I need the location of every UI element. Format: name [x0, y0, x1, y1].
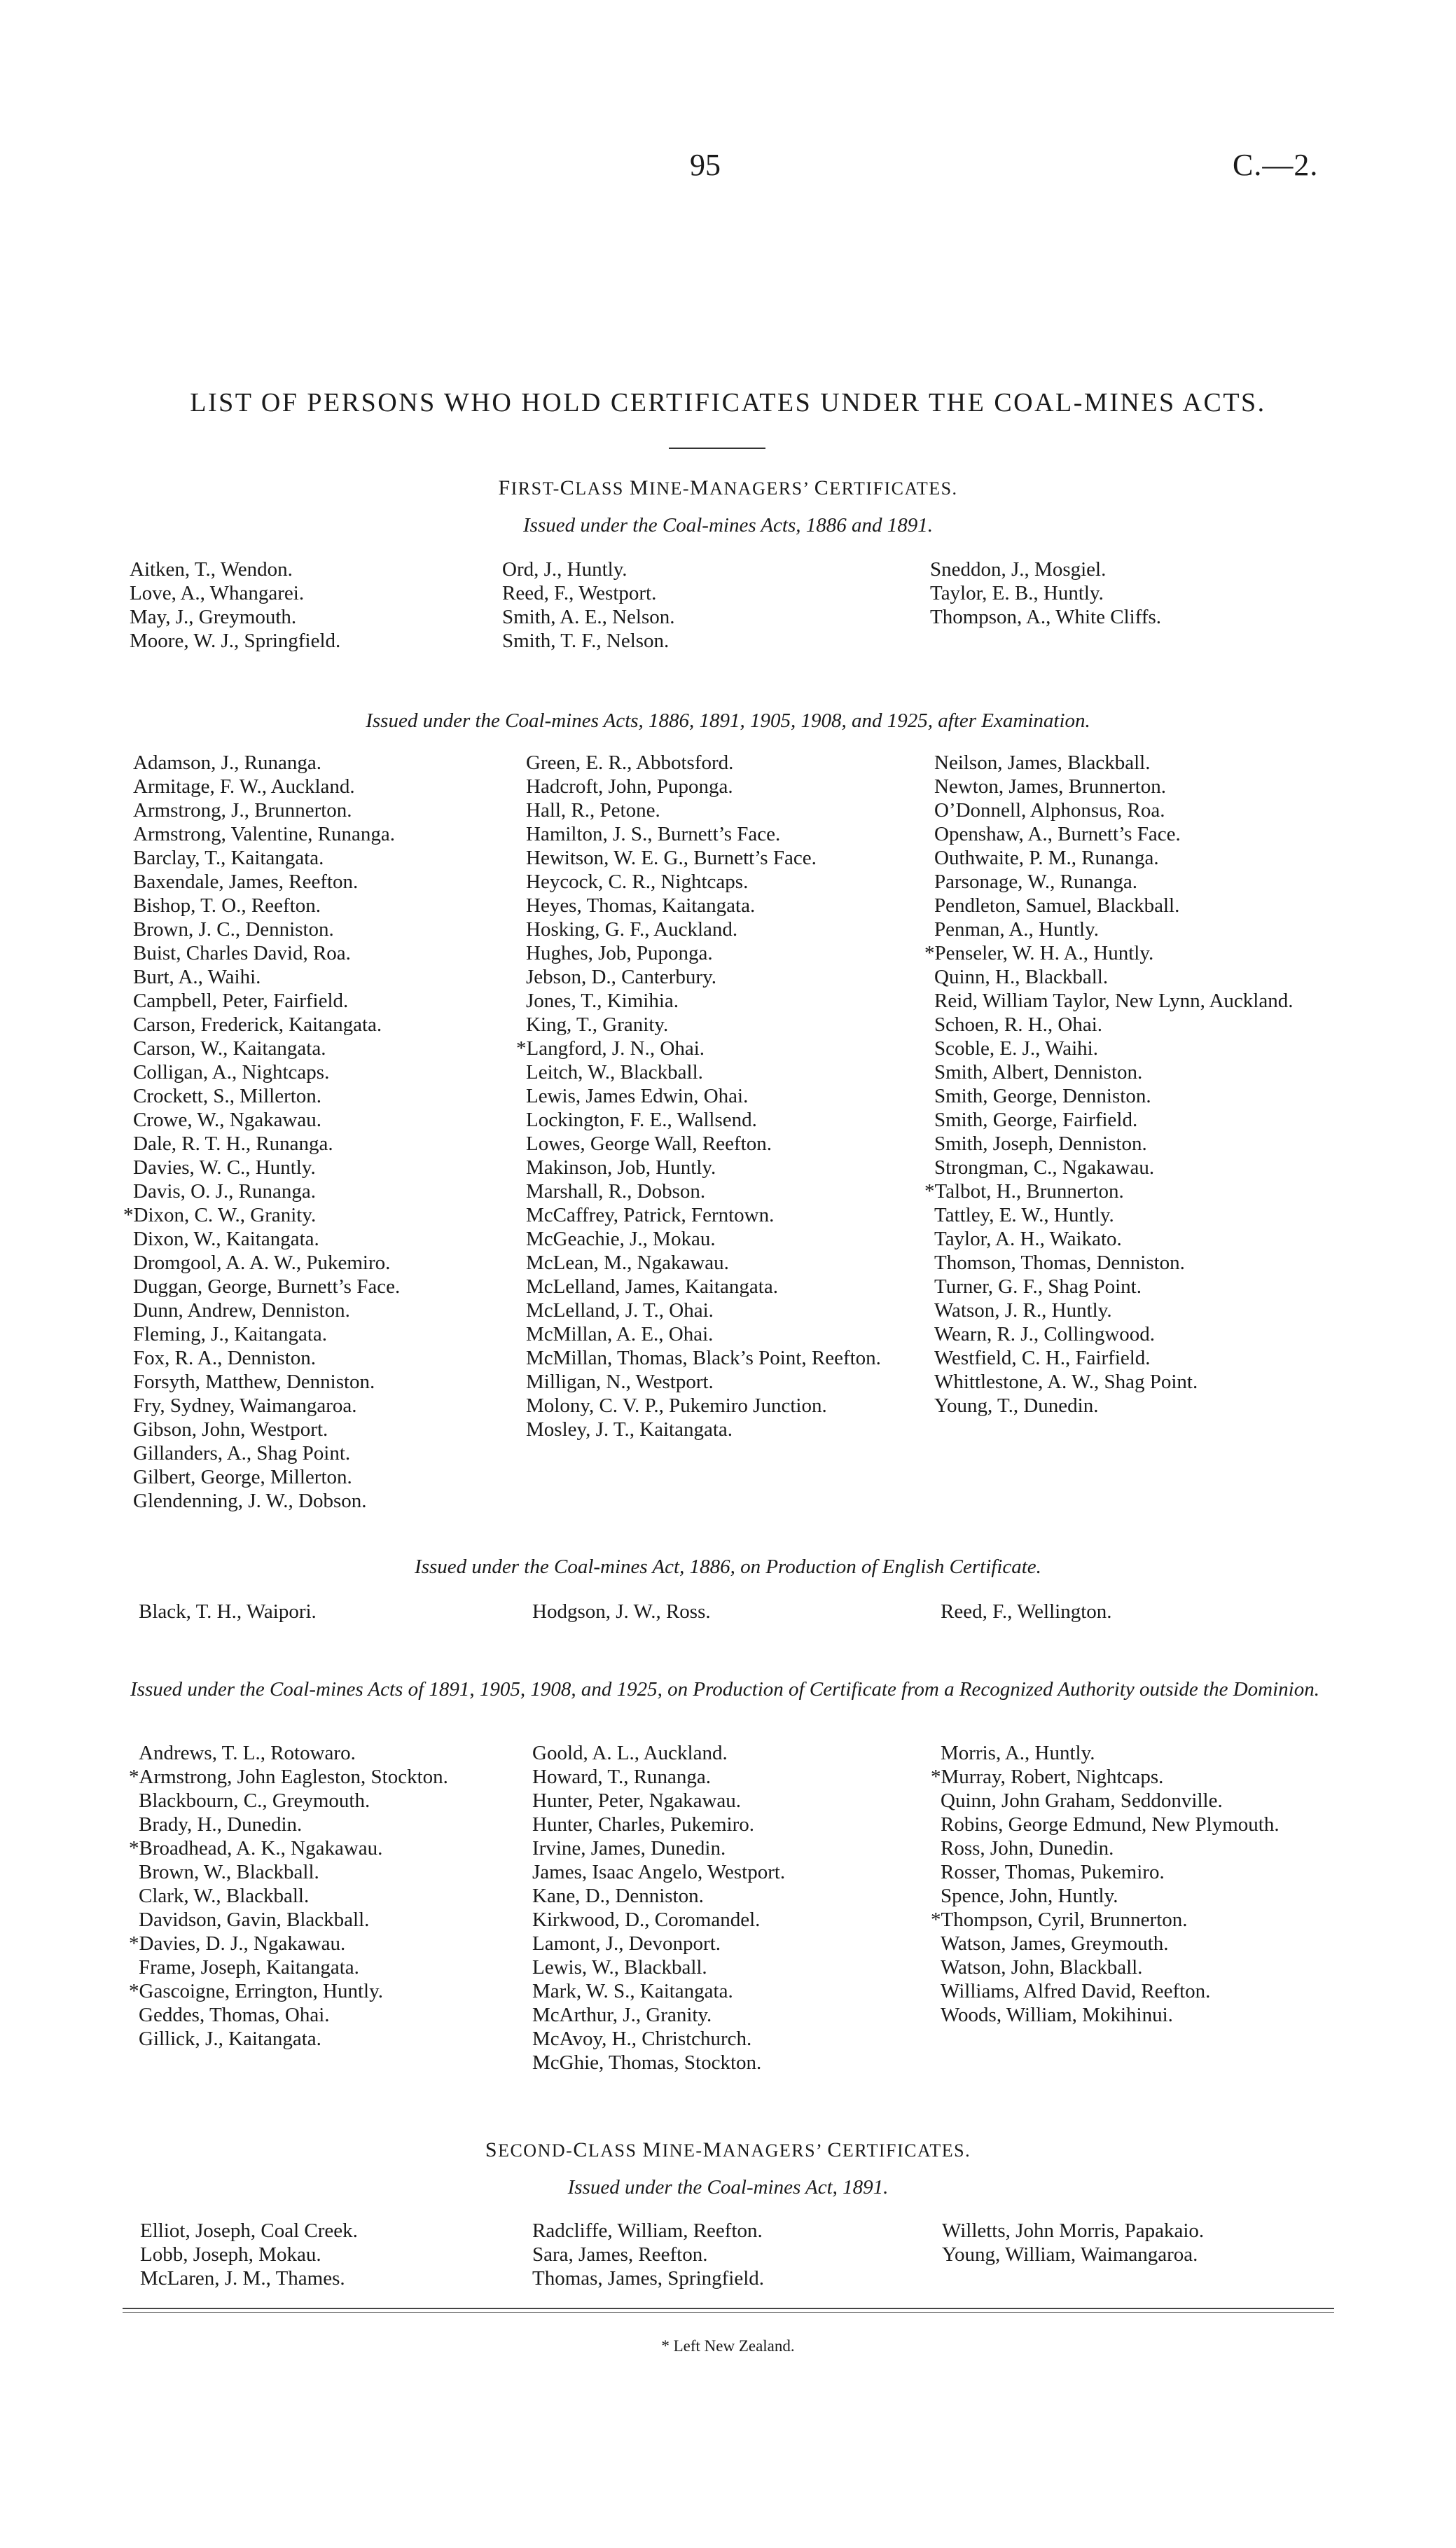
certificate-holder: Parsonage, W., Runanga.	[934, 871, 1137, 893]
certificate-holder: King, T., Granity.	[526, 1013, 669, 1036]
certificate-holder: Watson, James, Greymouth.	[941, 1932, 1169, 1955]
certificate-holder: Hunter, Charles, Pukemiro.	[532, 1813, 754, 1836]
certificate-holder: Kirkwood, D., Coromandel.	[532, 1909, 761, 1931]
certificate-holder: Sneddon, J., Mosgiel.	[930, 558, 1107, 581]
certificate-holder: Colligan, A., Nightcaps.	[133, 1061, 330, 1083]
certificate-holder: Brown, W., Blackball.	[139, 1861, 319, 1883]
certificate-holder: Hughes, Job, Puponga.	[526, 942, 713, 964]
certificate-holder: Marshall, R., Dobson.	[526, 1180, 706, 1203]
certificate-holder: Reed, F., Westport.	[502, 582, 657, 604]
section-4-heading: Issued under the Coal-mines Acts of 1891, 1905, 1908, and 1925, on Production of Certificate from a Recognized Authority outside the Dominion.	[130, 1678, 1319, 1701]
certificate-holder: Armitage, F. W., Auckland.	[133, 775, 355, 798]
certificate-holder: Davis, O. J., Runanga.	[133, 1180, 316, 1203]
certificate-holder: May, J., Greymouth.	[130, 606, 297, 628]
certificate-holder: Dale, R. T. H., Runanga.	[133, 1133, 333, 1155]
certificate-holder: Williams, Alfred David, Reefton.	[941, 1980, 1211, 2002]
certificate-holder: Willetts, John Morris, Papakaio.	[942, 2220, 1205, 2242]
certificate-holder: Milligan, N., Westport.	[526, 1371, 714, 1393]
certificate-holder: Moore, W. J., Springfield.	[130, 630, 341, 652]
certificate-holder: Davidson, Gavin, Blackball.	[139, 1909, 370, 1931]
second-class-column-2	[532, 2219, 910, 2290]
section-2-column-3	[924, 751, 1316, 1418]
certificate-holder: Carson, W., Kaitangata.	[133, 1037, 326, 1060]
certificate-holder: Gibson, John, Westport.	[133, 1418, 328, 1441]
certificate-holder: Pendleton, Samuel, Blackball.	[934, 894, 1180, 917]
first-class-heading: FIRST-CLASS MINE-MANAGERS’ CERTIFICATES.	[498, 476, 958, 499]
certificate-holder: Dixon, W., Kaitangata.	[133, 1228, 319, 1250]
certificate-holder: *Dixon, C. W., Granity.	[123, 1204, 317, 1226]
certificate-holder: Baxendale, James, Reefton.	[133, 871, 359, 893]
section-3-column-1	[139, 1600, 489, 1623]
certificate-holder: Kane, D., Denniston.	[532, 1885, 704, 1907]
certificate-holder: Duggan, George, Burnett’s Face.	[133, 1275, 401, 1298]
section-3-heading: Issued under the Coal-mines Act, 1886, on Production of English Certificate.	[415, 1556, 1041, 1578]
section-2-column-1	[123, 751, 504, 1513]
certificate-holder: Irvine, James, Dunedin.	[532, 1837, 726, 1860]
certificate-holder: Watson, J. R., Huntly.	[934, 1299, 1112, 1322]
certificate-holder: Radcliffe, William, Reefton.	[532, 2220, 763, 2242]
certificate-holder: Strongman, C., Ngakawau.	[934, 1156, 1155, 1179]
certificate-holder: Fox, R. A., Denniston.	[133, 1347, 317, 1369]
certificate-holder: Hadcroft, John, Puponga.	[526, 775, 733, 798]
certificate-holder: Fleming, J., Kaitangata.	[133, 1323, 328, 1345]
section-3-column-3	[941, 1600, 1291, 1623]
certificate-holder: Geddes, Thomas, Ohai.	[139, 2004, 330, 2026]
certificate-holder: Outhwaite, P. M., Runanga.	[934, 847, 1159, 869]
certificate-holder: McLelland, J. T., Ohai.	[526, 1299, 714, 1322]
certificate-holder: Green, E. R., Abbotsford.	[526, 752, 734, 774]
certificate-holder: Adamson, J., Runanga.	[133, 752, 322, 774]
certificate-holder: Westfield, C. H., Fairfield.	[934, 1347, 1151, 1369]
certificate-holder: Watson, John, Blackball.	[941, 1956, 1143, 1979]
certificate-holder: Aitken, T., Wendon.	[130, 558, 293, 581]
certificate-holder: Reed, F., Wellington.	[941, 1600, 1112, 1623]
certificate-holder: Smith, George, Denniston.	[934, 1085, 1151, 1107]
certificate-holder: Robins, George Edmund, New Plymouth.	[941, 1813, 1280, 1836]
certificate-holder: McArthur, J., Granity.	[532, 2004, 712, 2026]
certificate-holder: Hodgson, J. W., Ross.	[532, 1600, 711, 1623]
certificate-holder: *Penseler, W. H. A., Huntly.	[924, 942, 1154, 964]
certificate-holder: Penman, A., Huntly.	[934, 918, 1099, 941]
certificate-holder: Fry, Sydney, Waimangaroa.	[133, 1394, 357, 1417]
certificate-holder: Hall, R., Petone.	[526, 799, 660, 822]
footnote-rule-bottom	[123, 2312, 1334, 2313]
certificate-holder: McGeachie, J., Mokau.	[526, 1228, 716, 1250]
certificate-holder: Armstrong, Valentine, Runanga.	[133, 823, 395, 845]
footnote-rule-top	[123, 2308, 1334, 2309]
certificate-holder: Love, A., Whangarei.	[130, 582, 305, 604]
certificate-holder: O’Donnell, Alphonsus, Roa.	[934, 799, 1165, 822]
certificate-holder: Turner, G. F., Shag Point.	[934, 1275, 1142, 1298]
certificate-holder: *Davies, D. J., Ngakawau.	[129, 1932, 346, 1955]
page-title: LIST OF PERSONS WHO HOLD CERTIFICATES UNDER THE COAL-MINES ACTS.	[190, 388, 1266, 417]
certificate-holder: Leitch, W., Blackball.	[526, 1061, 703, 1083]
certificate-holder: Bishop, T. O., Reefton.	[133, 894, 321, 917]
certificate-holder: Crowe, W., Ngakawau.	[133, 1109, 322, 1131]
certificate-holder: Buist, Charles David, Roa.	[133, 942, 351, 964]
certificate-holder: Schoen, R. H., Ohai.	[934, 1013, 1103, 1036]
certificate-holder: Reid, William Taylor, New Lynn, Auckland.	[934, 990, 1294, 1012]
certificate-holder: Hosking, G. F., Auckland.	[526, 918, 738, 941]
certificate-holder: Gilbert, George, Millerton.	[133, 1466, 352, 1488]
certificate-holder: McLaren, J. M., Thames.	[140, 2267, 345, 2290]
certificate-holder: Gillick, J., Kaitangata.	[139, 2028, 321, 2050]
certificate-holder: Taylor, E. B., Huntly.	[930, 582, 1104, 604]
certificate-holder: Heyes, Thomas, Kaitangata.	[526, 894, 756, 917]
certificate-holder: Newton, James, Brunnerton.	[934, 775, 1167, 798]
document-reference: C.—2.	[1233, 148, 1319, 182]
certificate-holder: Smith, A. E., Nelson.	[502, 606, 675, 628]
certificate-holder: Heycock, C. R., Nightcaps.	[526, 871, 749, 893]
certificate-holder: McCaffrey, Patrick, Ferntown.	[526, 1204, 775, 1226]
certificate-holder: Blackbourn, C., Greymouth.	[139, 1789, 370, 1812]
certificate-holder: Quinn, H., Blackball.	[934, 966, 1109, 988]
certificate-holder: *Talbot, H., Brunnerton.	[924, 1180, 1124, 1203]
certificate-holder: Smith, George, Fairfield.	[934, 1109, 1138, 1131]
section-4-column-2	[532, 1741, 910, 2075]
certificate-holder: Smith, T. F., Nelson.	[502, 630, 670, 652]
certificate-holder: Burt, A., Waihi.	[133, 966, 261, 988]
section-1-column-2	[502, 558, 873, 653]
certificate-holder: Tattley, E. W., Huntly.	[934, 1204, 1114, 1226]
certificate-holder: *Thompson, Cyril, Brunnerton.	[931, 1909, 1188, 1931]
certificate-holder: Lockington, F. E., Wallsend.	[526, 1109, 757, 1131]
certificate-holder: Smith, Joseph, Denniston.	[934, 1133, 1147, 1155]
certificate-holder: Armstrong, J., Brunnerton.	[133, 799, 352, 822]
certificate-holder: Makinson, Job, Huntly.	[526, 1156, 716, 1179]
certificate-holder: Mark, W. S., Kaitangata.	[532, 1980, 733, 2002]
section-4-column-1	[129, 1741, 503, 2051]
certificate-holder: Ross, John, Dunedin.	[941, 1837, 1114, 1860]
section-3-column-2	[532, 1600, 882, 1623]
certificate-holder: Glendenning, J. W., Dobson.	[133, 1490, 367, 1512]
certificate-holder: McAvoy, H., Christchurch.	[532, 2028, 752, 2050]
section-1-column-3	[930, 558, 1322, 629]
certificate-holder: Quinn, John Graham, Seddonville.	[941, 1789, 1223, 1812]
footnote: * Left New Zealand.	[661, 2337, 795, 2355]
certificate-holder: Woods, William, Mokihinui.	[941, 2004, 1173, 2026]
certificate-holder: Elliot, Joseph, Coal Creek.	[140, 2220, 358, 2242]
certificate-holder: *Murray, Robert, Nightcaps.	[931, 1766, 1164, 1788]
certificate-holder: McMillan, A. E., Ohai.	[526, 1323, 714, 1345]
title-divider	[669, 448, 765, 449]
certificate-holder: Brady, H., Dunedin.	[139, 1813, 303, 1836]
certificate-holder: *Gascoigne, Errington, Huntly.	[129, 1980, 383, 2002]
section-1-heading: Issued under the Coal-mines Acts, 1886 and 1891.	[522, 514, 934, 536]
second-class-heading: SECOND-CLASS MINE-MANAGERS’ CERTIFICATES.	[485, 2138, 971, 2161]
certificate-holder: Ord, J., Huntly.	[502, 558, 628, 581]
certificate-holder: Carson, Frederick, Kaitangata.	[133, 1013, 382, 1036]
certificate-holder: McMillan, Thomas, Black’s Point, Reefton.	[526, 1347, 881, 1369]
certificate-holder: Crockett, S., Millerton.	[133, 1085, 322, 1107]
certificate-holder: Openshaw, A., Burnett’s Face.	[934, 823, 1181, 845]
certificate-holder: Scoble, E. J., Waihi.	[934, 1037, 1098, 1060]
certificate-holder: *Armstrong, John Eagleston, Stockton.	[129, 1766, 448, 1788]
certificate-holder: Andrews, T. L., Rotowaro.	[139, 1742, 356, 1764]
certificate-holder: Hamilton, J. S., Burnett’s Face.	[526, 823, 781, 845]
certificate-holder: Taylor, A. H., Waikato.	[934, 1228, 1122, 1250]
certificate-holder: Campbell, Peter, Fairfield.	[133, 990, 349, 1012]
certificate-holder: Clark, W., Blackball.	[139, 1885, 310, 1907]
certificate-holder: Spence, John, Huntly.	[941, 1885, 1118, 1907]
certificate-holder: Lewis, James Edwin, Ohai.	[526, 1085, 749, 1107]
certificate-holder: Smith, Albert, Denniston.	[934, 1061, 1143, 1083]
certificate-holder: McLean, M., Ngakawau.	[526, 1252, 729, 1274]
certificate-holder: Thomas, James, Springfield.	[532, 2267, 765, 2290]
certificate-holder: Lamont, J., Devonport.	[532, 1932, 721, 1955]
certificate-holder: Young, William, Waimangaroa.	[942, 2243, 1198, 2266]
certificate-holder: Young, T., Dunedin.	[934, 1394, 1099, 1417]
certificate-holder: Dromgool, A. A. W., Pukemiro.	[133, 1252, 391, 1274]
certificate-holder: Lewis, W., Blackball.	[532, 1956, 707, 1979]
certificate-holder: Molony, C. V. P., Pukemiro Junction.	[526, 1394, 827, 1417]
certificate-holder: Mosley, J. T., Kaitangata.	[526, 1418, 733, 1441]
certificate-holder: *Langford, J. N., Ohai.	[516, 1037, 705, 1060]
certificate-holder: Goold, A. L., Auckland.	[532, 1742, 728, 1764]
certificate-holder: Morris, A., Huntly.	[941, 1742, 1095, 1764]
certificate-holder: Hewitson, W. E. G., Burnett’s Face.	[526, 847, 817, 869]
certificate-holder: Lowes, George Wall, Reefton.	[526, 1133, 772, 1155]
certificate-holder: Gillanders, A., Shag Point.	[133, 1442, 351, 1465]
certificate-holder: Jones, T., Kimihia.	[526, 990, 679, 1012]
certificate-holder: Whittlestone, A. W., Shag Point.	[934, 1371, 1198, 1393]
page-number: 95	[690, 148, 721, 182]
certificate-holder: McLelland, James, Kaitangata.	[526, 1275, 778, 1298]
certificate-holder: James, Isaac Angelo, Westport.	[532, 1861, 786, 1883]
certificate-holder: Wearn, R. J., Collingwood.	[934, 1323, 1156, 1345]
certificate-holder: Forsyth, Matthew, Denniston.	[133, 1371, 375, 1393]
certificate-holder: Howard, T., Runanga.	[532, 1766, 712, 1788]
section-2-heading: Issued under the Coal-mines Acts, 1886, 1891, 1905, 1908, and 1925, after Examination.	[366, 709, 1090, 732]
certificate-holder: Sara, James, Reefton.	[532, 2243, 708, 2266]
section-2-column-2	[516, 751, 894, 1441]
certificate-holder: Frame, Joseph, Kaitangata.	[139, 1956, 359, 1979]
certificate-holder: Dunn, Andrew, Denniston.	[133, 1299, 350, 1322]
certificate-holder: Brown, J. C., Denniston.	[133, 918, 334, 941]
second-class-column-3	[942, 2219, 1334, 2266]
certificate-holder: *Broadhead, A. K., Ngakawau.	[129, 1837, 383, 1860]
section-4-column-3	[931, 1741, 1333, 2027]
certificate-holder: Thompson, A., White Cliffs.	[930, 606, 1162, 628]
certificate-holder: Neilson, James, Blackball.	[934, 752, 1151, 774]
certificate-holder: Lobb, Joseph, Mokau.	[140, 2243, 321, 2266]
second-class-column-1	[140, 2219, 504, 2290]
certificate-holder: Black, T. H., Waipori.	[139, 1600, 317, 1623]
certificate-holder: Jebson, D., Canterbury.	[526, 966, 716, 988]
certificate-holder: Rosser, Thomas, Pukemiro.	[941, 1861, 1165, 1883]
certificate-holder: Davies, W. C., Huntly.	[133, 1156, 316, 1179]
section-1-column-1	[130, 558, 494, 653]
certificate-holder: Barclay, T., Kaitangata.	[133, 847, 324, 869]
certificate-holder: Hunter, Peter, Ngakawau.	[532, 1789, 742, 1812]
certificate-holder: McGhie, Thomas, Stockton.	[532, 2051, 762, 2074]
certificate-holder: Thomson, Thomas, Denniston.	[934, 1252, 1185, 1274]
second-class-subheading: Issued under the Coal-mines Act, 1891.	[567, 2176, 889, 2199]
